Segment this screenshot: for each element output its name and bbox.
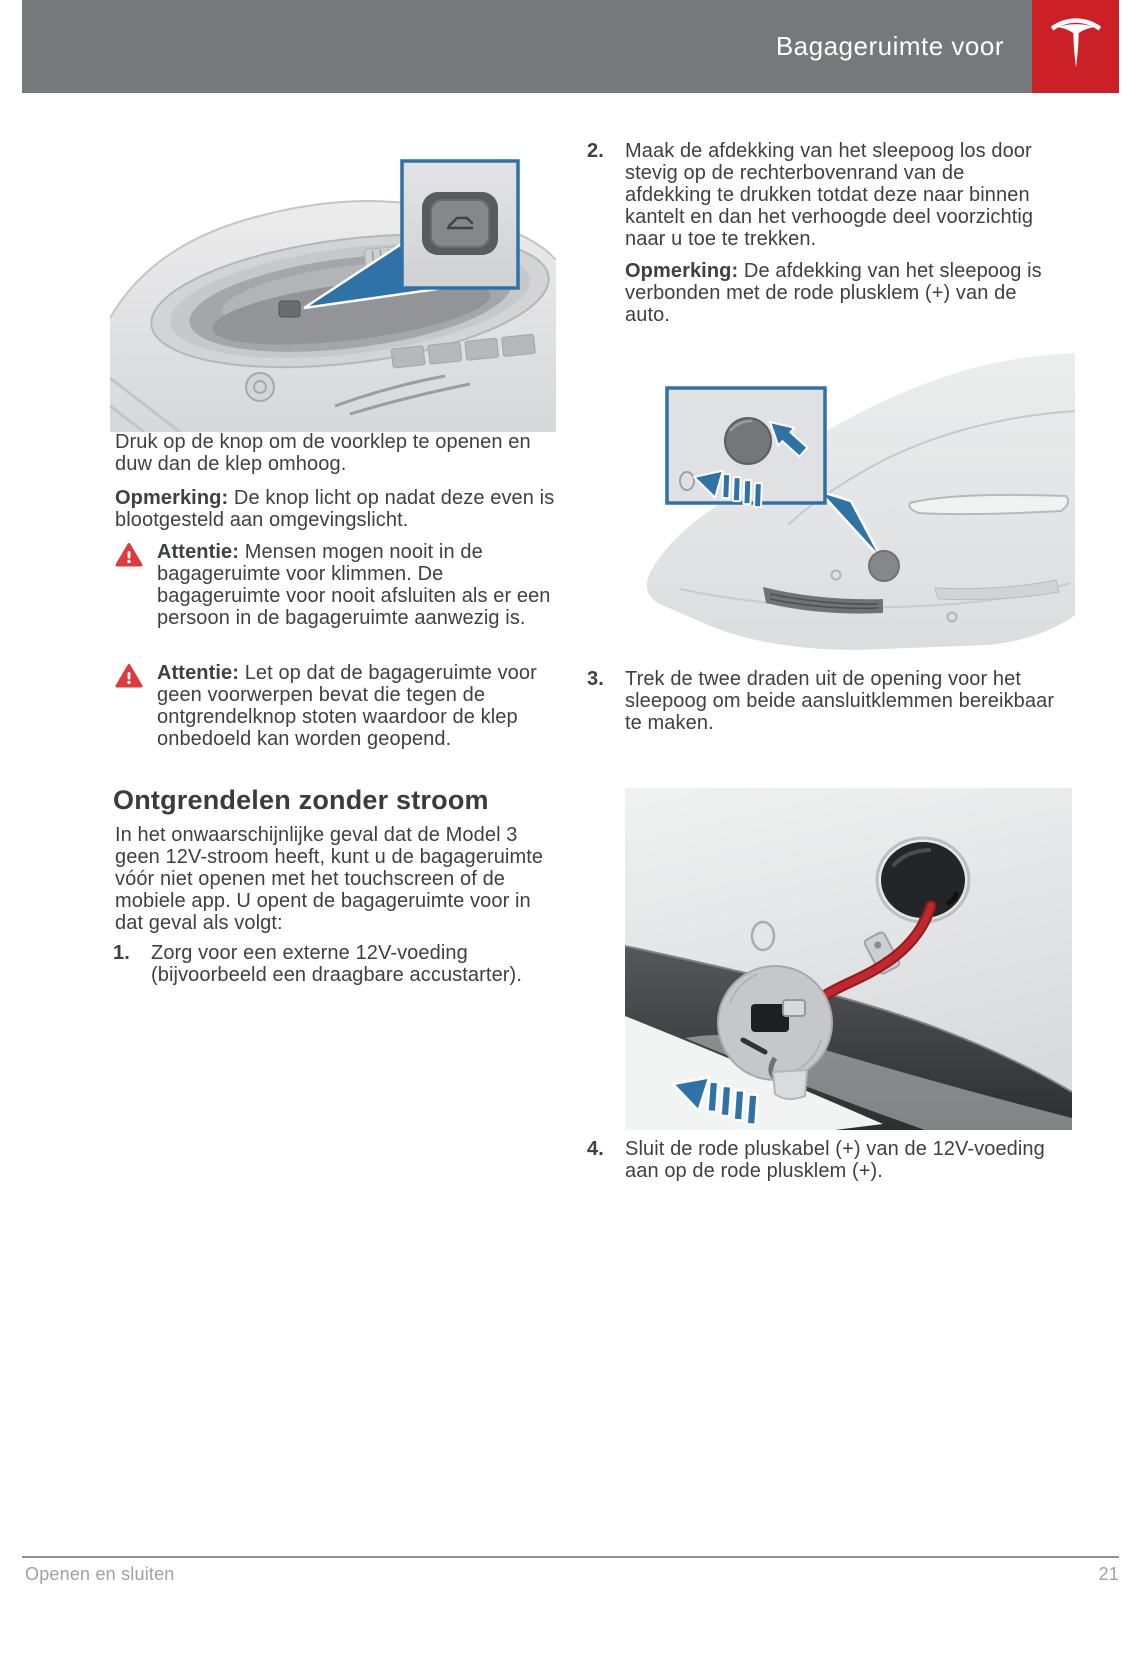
step-1 [113,942,565,986]
tow-eye-wires-illustration [625,788,1072,1135]
step-number: 1. [113,942,130,964]
note-button-light [115,487,567,531]
step-2 [587,140,1055,250]
page-title: Bagageruimte voor [775,31,1004,61]
tow-eye-cover-removal-illustration [620,353,1075,663]
step-text: Maak de afdekking van het sleepoog los door stevig op de rechterbovenrand van de afdekking te drukken totdat deze naar binnen kantelt en dan het verhoogde deel voorzichtig naar u toe te trekken. [625,140,1034,250]
frunk-release-button-illustration [110,138,556,437]
section-heading: Ontgrendelen zonder stroom [113,785,489,815]
step-4 [587,1138,1055,1182]
warning-label: Attentie: [157,662,240,684]
header-bar [22,0,1032,93]
tesla-logo-icon [1050,16,1102,77]
step-number: 3. [587,668,604,690]
warning-triangle-icon [115,541,143,629]
note-tow-eye-cover [625,260,1045,326]
note-text: De knop licht op nadat deze even is blootgesteld aan omgevingslicht. [115,487,555,531]
step-number: 2. [587,140,604,162]
tesla-logo-box [1032,0,1119,93]
warning-body [157,662,563,750]
page-number: 21 [1098,1564,1119,1584]
warning-body [157,541,563,629]
step-number: 4. [587,1138,604,1160]
footer-rule [22,1556,1119,1558]
warning-label: Attentie: [157,541,240,563]
step-text: Trek de twee draden uit de opening voor het sleepoog om beide aansluitklemmen bereikbaar te maken. [625,668,1055,734]
step-text: Zorg voor een externe 12V-voeding (bijvoorbeeld een draagbare accustarter). [151,942,522,986]
warning-no-objects [115,662,563,750]
warning-text: Let op dat de bagageruimte voor geen voorwerpen bevat die tegen de ontgrendelknop stoten waardoor de klep onbedoeld kan worden geopend. [157,662,537,750]
section-intro: In het onwaarschijnlijke geval dat de Model 3 geen 12V-stroom heeft, kunt u de bagageruimte vóór niet openen met het touchscreen of de mobiele app. U opent de bagageruimte voor in dat geval als volgt: [115,824,544,934]
note-label: Opmerking: [115,487,229,509]
note-label: Opmerking: [625,260,739,282]
footer-section-title: Openen en sluiten [25,1564,175,1584]
warning-triangle-icon [115,662,143,750]
step-text: Sluit de rode pluskabel (+) van de 12V-voeding aan op de rode plusklem (+). [625,1138,1045,1182]
warning-no-climbing [115,541,563,629]
frunk-open-paragraph: Druk op de knop om de voorklep te openen en duw dan de klep omhoog. [115,431,531,475]
step-3 [587,668,1055,734]
warning-text: Mensen mogen nooit in de bagageruimte voor klimmen. De bagageruimte voor nooit afsluiten als er een persoon in de bagageruimte aanwezig is. [157,541,551,629]
note-text: De afdekking van het sleepoog is verbonden met de rode plusklem (+) van de auto. [625,260,1042,326]
